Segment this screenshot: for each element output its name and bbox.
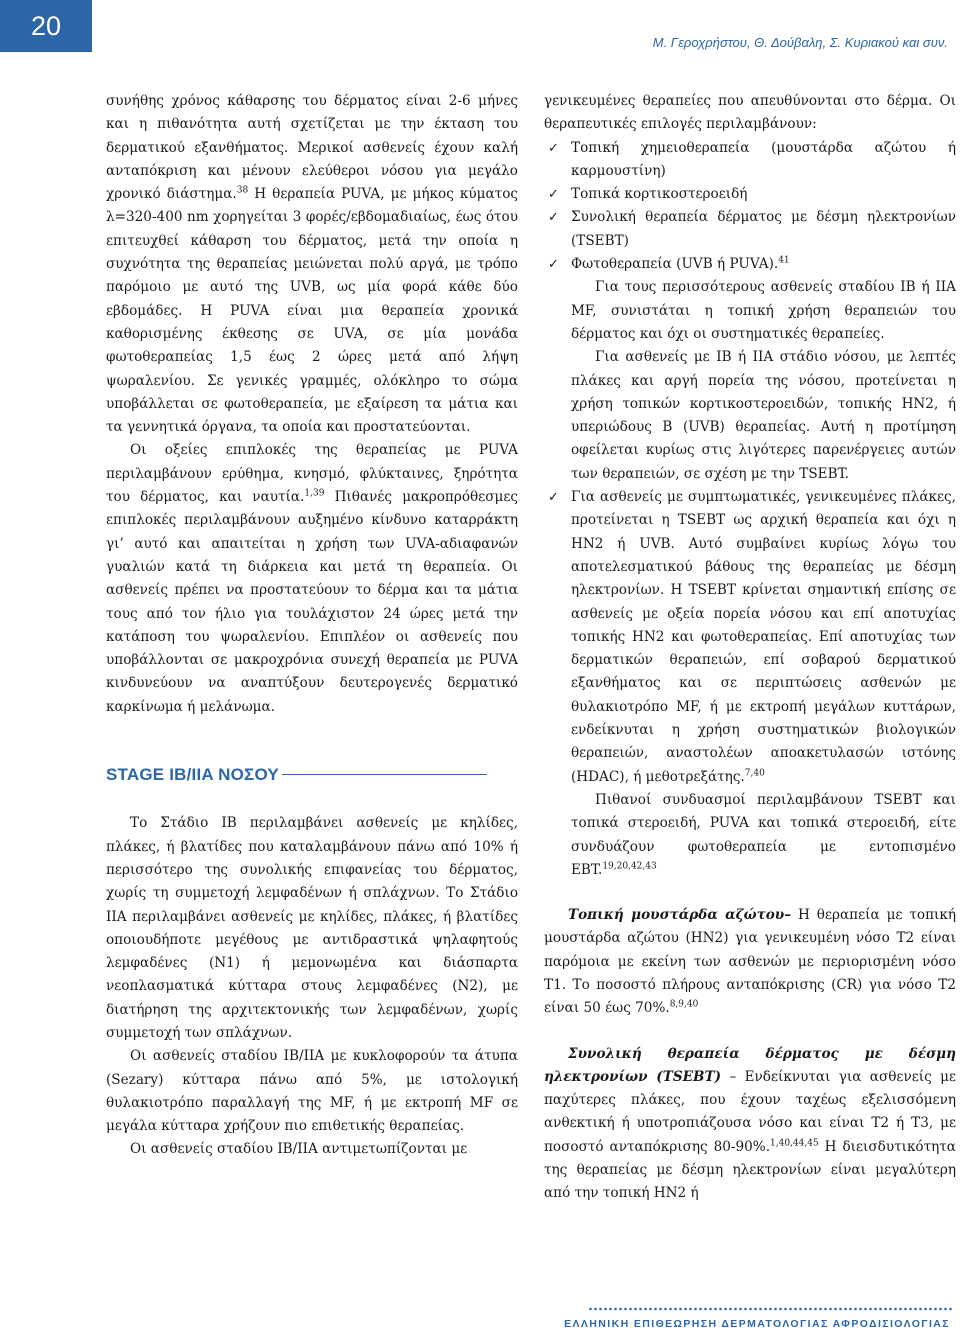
check-icon: ✓ [548, 257, 559, 273]
list-item: ✓ Για ασθενείς με συμπτωματικές, γενικευμένες πλάκες, προτείνεται η TSEBT ως αρχική θεραπεία και όχι η HN2 ή UVB. Αυτό συμβαίνει κυρίως λόγω του αποτελεσματικού βάθους της θεραπείας με δέσμη ηλεκτρονίων. Η TSEBT κρίνεται σημαντική επίσης σε ασθενείς με οξεία πορεία νόσου και επί αποτυχίας τοπικής HN2 και φωτοθεραπείας. Επί αποτυχίας των δερματικών θεραπειών, επί σοβαρού δερματικού εξανθήματος και σε περιπτώσεις ασθενών με θυλακιοτρόπο MF, ή με εκτροπή μεγάλων κυττάρων, ενδείκνυται η χρήση συστηματικών βιολογικών θεραπειών, αναστολέων αποακετυλασών ιστόνης (HDAC), ή μεθοτρεξάτης.$^{7,40}$ Πιθανοί συνδυασμοί περιλαμβάνουν TSEBT και τοπικά στεροειδή, PUVA και τοπικά στεροειδή, είτε συνδυάζουν φωτοθεραπεία με εντοπισμένο EBT.$^{19,20,42,43}$ [544, 486, 956, 882]
paragraph-local-therapy: Για τους περισσότερους ασθενείς σταδίου IB ή IIA MF, συνιστάται η τοπική χρήση θεραπειών του δέρματος και όχι οι συστηματικές θεραπείες. [571, 279, 956, 342]
paragraph-complications: Οι οξείες επιπλοκές της θεραπείας με PUVA περιλαμβάνουν ερύθημα, κνησμό, φλύκταινες, ξηρότητα του δέρματος, και ναυτία.$^{1,39}$ Πιθανές μακροπρόθεσμες επιπλοκές περιλαμβάνουν αυξημένο κίνδυνο καταρράκτη γι’ αυτό και απαιτείται η χρήση των UVA-αδιαφανών γυαλιών κατά τη διάρκεια και μετά τη θεραπεία. Οι ασθενείς πρέπει να προστατεύουν το δέρμα και τα μάτια τους από τον ήλιο για τουλάχιστον 24 ώρες μετά την κατάποση του ψωραλενίου. Επιπλέον οι ασθενείς που υποβάλλονται σε μακροχρόνια συνεχή θεραπεία με PUVA κινδυνεύουν να αναπτύξουν δευτερογενές δερματικό καρκίνωμα ή μελάνωμα. [106, 442, 518, 715]
paragraph-thin-plaques: Για ασθενείς με IB ή IIA στάδιο νόσου, με λεπτές πλάκες και αργή πορεία της νόσου, προτείνεται η χρήση τοπικών κορτικοστεροειδών, τοπικής HN2, ή υπεριώδους B (UVB) θεραπείας. Αυτή η προτίμηση οφείλεται κυρίως στις λιγότερες παρενέργειες αυτών των θεραπειών, σε σχέση με την TSEBT. [571, 349, 956, 482]
paragraph-tsebt: Συνολική θεραπεία δέρματος με δέσμη ηλεκτρονίων (TSEBT) – Ενδείκνυται για ασθενείς με παχύτερες πλάκες, που έχουν ταχέως εξελισσόμενη ανθεκτική ή υποτροπιάζουσα νόσο και είναι T2 ή T3, με ποσοστό ανταπόκρισης 80-90%.$^{1,40,44,45}$ Η διεισδυτικότητα της θεραπείας με δέσμη ηλεκτρονίων είναι μεγαλύτερη από την τοπική HN2 ή [544, 1045, 956, 1202]
spacer [544, 1021, 956, 1043]
list-item: ✓ Συνολική θεραπεία δέρματος με δέσμη ηλεκτρονίων (TSEBT) [544, 206, 956, 253]
reference: 7,40 [744, 768, 765, 779]
check-icon: ✓ [548, 490, 559, 506]
sub-paragraphs [544, 276, 956, 486]
paragraph-aggressive: Οι ασθενείς σταδίου IB/IIA με κυκλοφορούν τα άτυπα (Sezary) κύτταρα πάνω από 5%, με ιστολογική θυλακιοτρόπο παραλλαγή της MF, ή με εκτροπή MF σε μεγάλα κύτταρα χρήζουν πιο επιθετικής θεραπείας. [106, 1048, 518, 1135]
paragraph-nitrogen-mustard: Τοπική μουστάρδα αζώτου– Η θεραπεία με τοπική μουστάρδα αζώτου (HN2) για γενικευμένη νόσο T2 είναι παρόμοια με εκείνη των ασθενών με περιορισμένη νόσο T1. Το ποσοστό πλήρους ανταπόκρισης (CR) για νόσο T2 είναι 50 έως 70%.$^{8,9,40}$ [544, 907, 956, 1017]
footer-dotted-rule [588, 1307, 954, 1311]
list-item: ✓ Τοπικά κορτικοστεροειδή [544, 183, 956, 206]
paragraph-options-intro: γενικευμένες θεραπείες που απευθύνονται στο δέρμα. Οι θεραπευτικές επιλογές περιλαμβάνουν: [544, 93, 956, 133]
check-icon: ✓ [548, 210, 559, 226]
list-item: ✓ Τοπική χημειοθεραπεία (μουστάρδα αζώτου ή καρμουστίνη) [544, 137, 956, 184]
symptomatic-list [544, 486, 956, 882]
paragraph-treatment-intro: Οι ασθενείς σταδίου IB/IIA αντιμετωπίζονται με [130, 1141, 468, 1158]
spacer [544, 882, 956, 904]
reference: 8,9,40 [669, 999, 699, 1010]
treatment-options-list [544, 137, 956, 277]
paragraph-puva: συνήθης χρόνος κάθαρσης του δέρματος είναι 2-6 μήνες και η πιθανότητα αυτή σχετίζεται με την έκταση του δερματικού εξανθήματος. Μερικοί ασθενείς έχουν καλή ανταπόκριση και μένουν ελεύθεροι νόσου για μεγάλο χρονικό διάστημα.$^{38}$ Η θεραπεία PUVA, με μήκος κύματος λ=320-400 nm χορηγείται 3 φορές/εβδομαδιαίως, έως ότου επιτευχθεί κάθαρση του δέρματος, μετά την οποία η συχνότητα της θεραπείας μειώνεται πολύ αργά, με τρόπο παρόμοιο με αυτό της UVB, ως μία φορά κάθε δύο εβδομάδες. Η PUVA είναι μια θεραπεία χρονικά καθορισμένης έκθεσης σε UVA, σε μία μονάδα φωτοθεραπείας 1,5 έως 2 ώρες μετά από λήψη ψωραλενίου. Σε γενικές γραμμές, ολόκληρο το σώμα υποβάλλεται σε φωτοθεραπεία, με εξαίρεση τα μάτια και τα γεννητικά όργανα, τα οποία και προστατεύονται. [106, 93, 518, 436]
check-icon: ✓ [548, 140, 559, 156]
right-column [544, 90, 956, 1206]
section-heading: STAGE IB/IIA ΝΟΣΟΥ [106, 763, 518, 786]
paragraph-combinations: Πιθανοί συνδυασμοί περιλαμβάνουν TSEBT και τοπικά στεροειδή, PUVA και τοπικά στεροειδή, είτε συνδυάζουν φωτοθεραπεία με εντοπισμένο EBT.$^{19,20,42,43}$ [571, 791, 956, 878]
running-header-authors: Μ. Γεροχρήστου, Θ. Δούβαλη, Σ. Κυριακού και συν. [652, 35, 948, 50]
left-column [106, 90, 518, 1162]
list-item: ✓ Φωτοθεραπεία (UVB ή PUVA).$^{41}$ [544, 253, 956, 276]
reference: 1,39 [304, 488, 325, 499]
heading-rule [282, 774, 487, 775]
journal-name: ΕΛΛΗΝΙΚΗ ΕΠΙΘΕΩΡΗΣΗ ΔΕΡΜΑΤΟΛΟΓΙΑΣ ΑΦΡΟΔΙΣΙΟΛΟΓΙΑΣ [564, 1318, 950, 1330]
check-icon: ✓ [548, 187, 559, 203]
reference: 41 [778, 255, 790, 266]
reference: 38 [236, 185, 249, 196]
reference: 1,40,44,45 [770, 1138, 819, 1149]
paragraph-stage-definition: Το Στάδιο IB περιλαμβάνει ασθενείς με κηλίδες, πλάκες, ή βλατίδες που καταλαμβάνουν πάνω από 10% ή περισσότερο της συνολικής επιφανείας του δέρματος, χωρίς τη συμμετοχή λεμφαδένων ή σπλάχνων. Το Στάδιο IIA περιλαμβάνει ασθενείς με κηλίδες, πλάκες, ή βλατίδες οποιουδήποτε μεγέθους με αντιδραστικά ψηλαφητούς λεμφαδένες (N1) ή μεμονωμένα και διάσπαρτα νεοπλασματικά κύτταρα στους λεμφαδένες (N2), με διατήρηση της αρχιτεκτονικής των λεμφαδένων, χωρίς συμμετοχή των σπλάχνων. [106, 815, 518, 1041]
reference: 19,20,42,43 [602, 861, 657, 872]
page-number: 20 [0, 0, 92, 52]
